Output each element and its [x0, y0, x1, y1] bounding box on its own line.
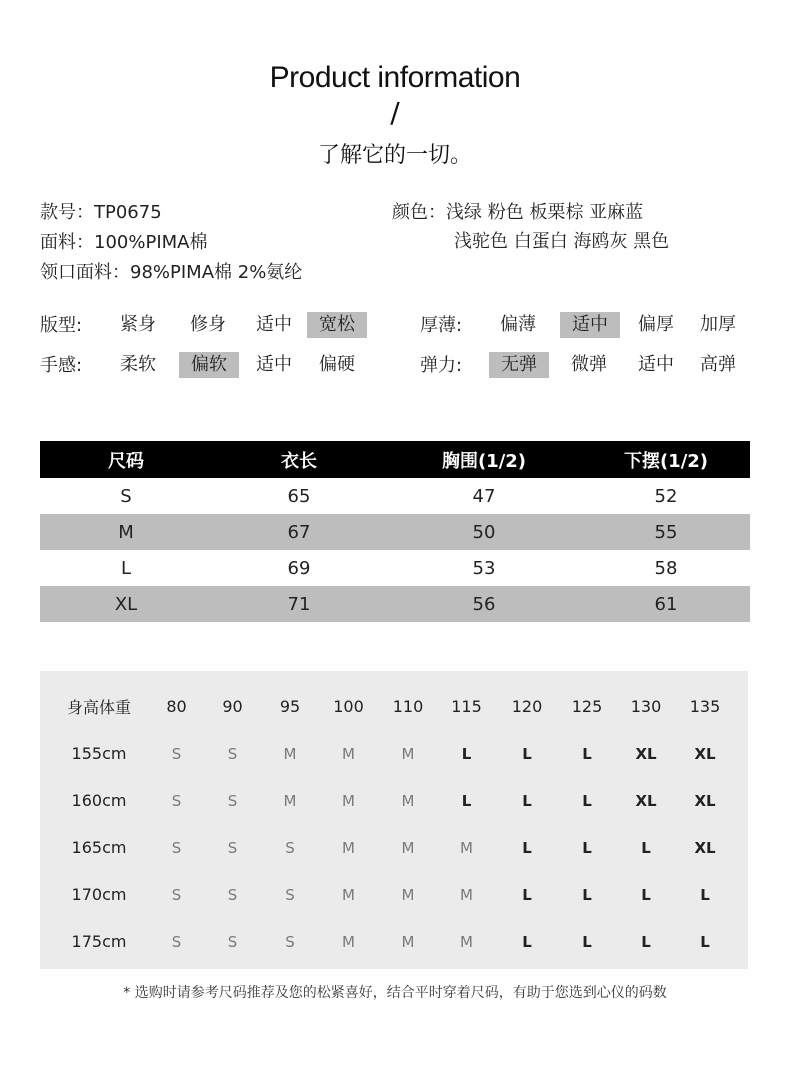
length-cell: 69 [287, 557, 311, 579]
elasticity-option: 无弹 [489, 352, 549, 378]
weight-header-cell: 135 [689, 697, 721, 716]
recommended-size-cell: L [582, 744, 592, 763]
thickness-option: 偏薄 [500, 314, 536, 335]
recommended-size-cell: L [582, 791, 592, 810]
weight-header-cell: 115 [451, 697, 482, 716]
thickness-option: 偏厚 [638, 314, 674, 335]
elasticity-label: 弹力: [420, 355, 463, 376]
recommended-size-cell: S [227, 838, 238, 857]
thickness-option: 适中 [560, 312, 620, 338]
recommended-size-cell: L [641, 838, 651, 857]
height-label: 175cm [71, 932, 127, 951]
table-row [50, 777, 732, 824]
collar-fabric-info: 领口面料：98%PIMA棉 2%氨纶 [40, 262, 303, 283]
recommended-size-cell: XL [635, 791, 657, 810]
height-label: 160cm [71, 791, 127, 810]
recommended-size-cell: L [461, 791, 472, 810]
size-recommendation-table [50, 683, 732, 965]
recommended-size-cell: S [171, 932, 182, 951]
recommended-size-cell: M [342, 885, 355, 904]
length-cell: 65 [287, 485, 311, 507]
weight-header-cell: 125 [571, 697, 603, 716]
table-row [50, 730, 732, 777]
feel-option: 柔软 [120, 354, 156, 375]
weight-header-cell: 120 [511, 697, 543, 716]
thickness-label: 厚薄: [420, 315, 463, 336]
recommended-size-cell: S [285, 932, 295, 951]
table-row [50, 871, 732, 918]
recommended-size-cell: M [460, 885, 473, 904]
recommended-size-cell: L [700, 932, 710, 951]
elasticity-option: 适中 [638, 354, 674, 375]
recommended-size-cell: L [522, 791, 532, 810]
recommended-size-cell: M [401, 885, 415, 904]
hem-cell: 61 [582, 586, 750, 622]
table-row [40, 550, 750, 586]
recommended-size-cell: M [401, 791, 415, 810]
recommended-size-cell: M [401, 838, 415, 857]
table-row [40, 478, 750, 514]
feel-option: 偏软 [179, 352, 239, 378]
recommended-size-cell: M [283, 791, 297, 810]
size-cell: M [40, 514, 212, 550]
recommended-size-cell: L [700, 885, 710, 904]
recommended-size-cell: M [460, 838, 473, 857]
recommended-size-cell: L [522, 744, 532, 763]
weight-header-cell: 80 [166, 697, 187, 716]
recommended-size-cell: M [342, 744, 355, 763]
recommended-size-cell: S [171, 885, 182, 904]
size-header-length: 衣长 [212, 441, 386, 478]
recommended-size-cell: M [342, 932, 355, 951]
recommended-size-cell: S [171, 744, 182, 763]
recommended-size-cell: L [582, 838, 592, 857]
weight-header-cell: 95 [279, 697, 301, 716]
recommended-size-cell: XL [694, 744, 716, 763]
weight-header-cell: 90 [222, 697, 243, 716]
fit-option: 紧身 [120, 314, 156, 335]
recommended-size-cell: S [285, 838, 295, 857]
size-header-chest: 胸围(1/2) [386, 441, 582, 478]
fit-row [0, 312, 790, 340]
table-row [40, 514, 750, 550]
recommended-size-cell: L [522, 885, 532, 904]
size-cell: XL [40, 586, 212, 622]
recommended-size-cell: M [283, 744, 297, 763]
hem-cell: 58 [654, 557, 678, 579]
feel-option: 适中 [256, 354, 292, 375]
size-cell: L [120, 557, 132, 579]
table-row [50, 824, 732, 871]
feel-row [0, 352, 790, 380]
chest-cell: 50 [386, 514, 582, 550]
fit-option: 宽松 [307, 312, 367, 338]
weight-header-row [50, 683, 732, 730]
fabric-info: 面料：100%PIMA棉 [40, 232, 208, 253]
weight-header-cell: 130 [630, 697, 662, 716]
chest-cell: 47 [472, 485, 496, 507]
recommended-size-cell: L [522, 838, 532, 857]
recommended-size-cell: M [460, 932, 473, 951]
recommended-size-cell: XL [635, 744, 657, 763]
page-title: Product information [269, 61, 521, 94]
hem-cell: 52 [654, 485, 678, 507]
size-chart-table [40, 441, 750, 622]
recommended-size-cell: S [227, 791, 238, 810]
recommended-size-cell: M [401, 932, 415, 951]
recommended-size-cell: S [171, 791, 182, 810]
size-header-size: 尺码 [40, 441, 212, 478]
recommended-size-cell: L [582, 932, 592, 951]
recommended-size-cell: M [342, 791, 355, 810]
feel-option: 偏硬 [319, 354, 355, 375]
table-row [50, 918, 732, 965]
height-label: 165cm [71, 838, 127, 857]
color-list-line2: 浅驼色 白蛋白 海鸥灰 黑色 [454, 231, 670, 252]
recommended-size-cell: S [227, 932, 238, 951]
recommended-size-cell: XL [694, 791, 716, 810]
table-row [40, 586, 750, 622]
height-weight-corner-label: 身高体重 [66, 698, 131, 717]
chest-cell: 56 [386, 586, 582, 622]
recommended-size-cell: S [227, 744, 238, 763]
feel-label: 手感: [40, 355, 83, 376]
hem-cell: 55 [582, 514, 750, 550]
fit-label: 版型: [40, 315, 83, 336]
fit-option: 适中 [256, 314, 292, 335]
size-header-hem: 下摆(1/2) [582, 441, 750, 478]
weight-header-cell: 110 [392, 697, 424, 716]
recommended-size-cell: XL [694, 838, 716, 857]
height-label: 170cm [71, 885, 127, 904]
size-recommendation-panel [40, 671, 748, 969]
recommended-size-cell: S [171, 838, 182, 857]
recommended-size-cell: L [641, 885, 651, 904]
footnote: * 选购时请参考尺码推荐及您的松紧喜好，结合平时穿着尺码，有助于您选到心仪的码数 [123, 985, 667, 1001]
recommended-size-cell: L [641, 932, 651, 951]
length-cell: 71 [212, 586, 386, 622]
weight-header-cell: 100 [333, 697, 364, 716]
recommended-size-cell: M [401, 744, 415, 763]
length-cell: 67 [212, 514, 386, 550]
fit-option: 修身 [190, 314, 226, 335]
recommended-size-cell: L [582, 885, 592, 904]
thickness-option: 加厚 [700, 314, 736, 335]
recommended-size-cell: S [227, 885, 238, 904]
elasticity-option: 高弹 [700, 354, 736, 375]
title-separator: / [390, 96, 400, 129]
style-number: 款号：TP0675 [40, 202, 162, 223]
color-list-line1: 颜色：浅绿 粉色 板栗棕 亚麻蓝 [392, 202, 644, 223]
recommended-size-cell: M [342, 838, 355, 857]
size-cell: S [120, 485, 132, 507]
size-chart-header-row [40, 441, 750, 478]
elasticity-option: 微弹 [571, 354, 607, 375]
page-subtitle: 了解它的一切。 [317, 143, 472, 168]
chest-cell: 53 [472, 557, 496, 579]
recommended-size-cell: S [285, 885, 295, 904]
recommended-size-cell: L [461, 744, 472, 763]
height-label: 155cm [71, 744, 127, 763]
recommended-size-cell: L [522, 932, 532, 951]
